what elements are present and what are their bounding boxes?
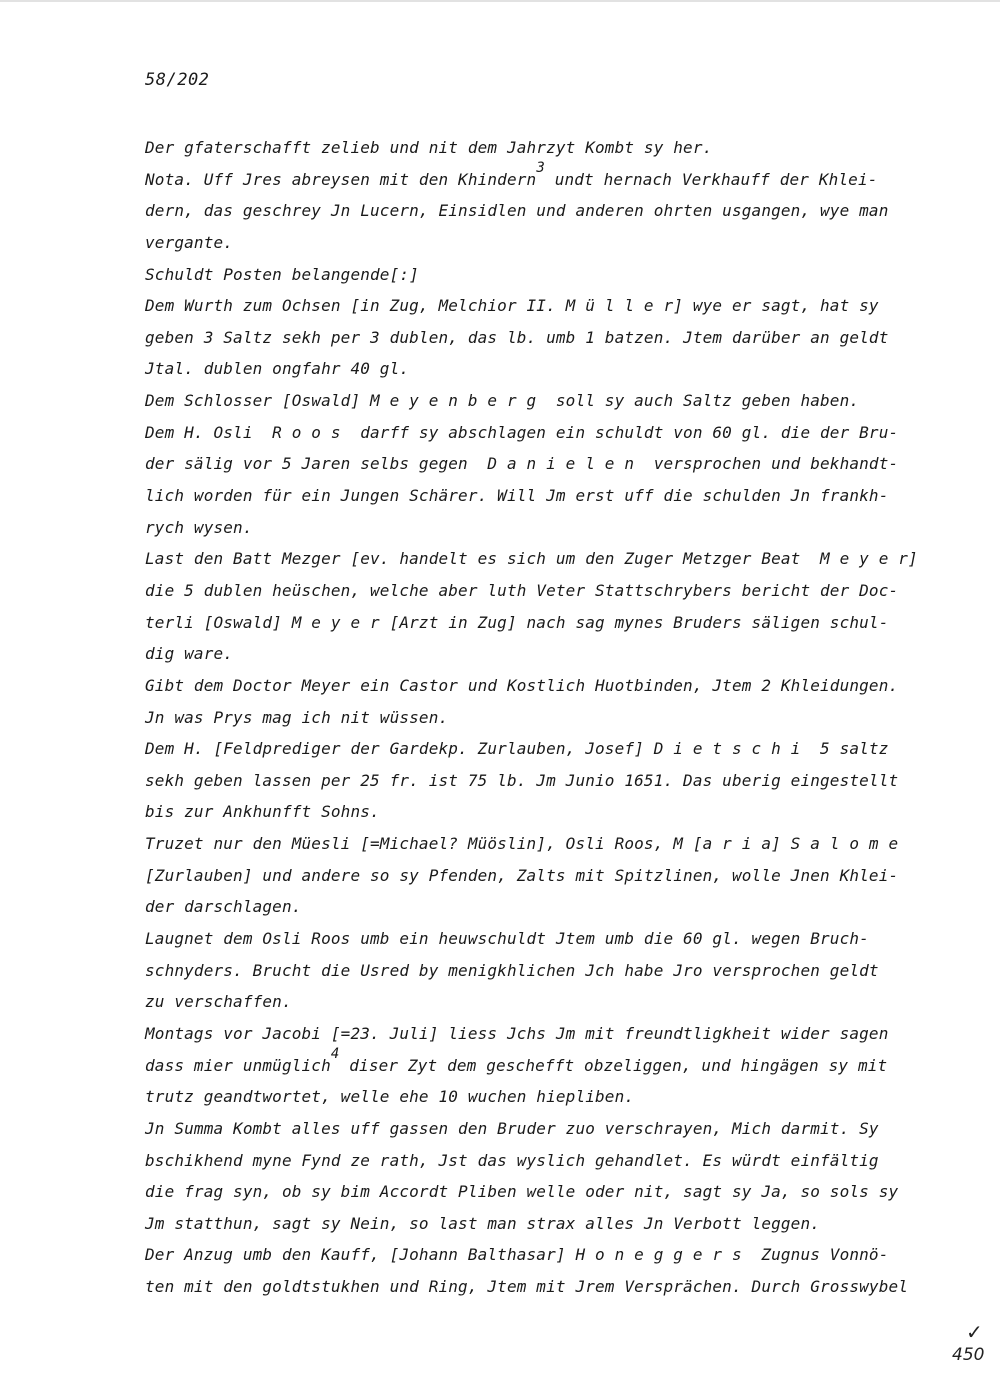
text-line: der darschlagen.: [145, 897, 302, 917]
text-line: vergante.: [145, 232, 234, 252]
text-line: lich worden für ein Jungen Schärer. Will Jm erst uff die schulden Jn frankh-: [145, 486, 889, 506]
text-line: Last den Batt Mezger [ev. handelt es sich um den Zuger Metzger Beat M e y e r]: [145, 549, 918, 569]
text-line: terli [Oswald] M e y e r [Arzt in Zug] nach sag mynes Bruders säligen schul-: [145, 612, 889, 632]
text-line: zu verschaffen.: [145, 992, 292, 1012]
text-line: Truzet nur den Müesli [=Michael? Müöslin], Osli Roos, M [a r i a] S a l o m e: [145, 834, 899, 854]
text-line: Nota. Uff Jres abreysen mit den Khindern3 undt hernach Verkhauff der Khlei-: [145, 159, 878, 189]
transcription-body: [145, 132, 935, 1303]
page-top-edge: [0, 0, 1000, 2]
text-line: rych wysen.: [145, 517, 253, 537]
text-line: dass mier unmüglich4 diser Zyt dem geschefft obzeliggen, und hingägen sy mit: [145, 1045, 888, 1075]
text-line: Der Anzug umb den Kauff, [Johann Balthasar] H o n e g g e r s Zugnus Vonnö-: [145, 1245, 889, 1265]
text-line: ten mit den goldtstukhen und Ring, Jtem mit Jrem Versprächen. Durch Grosswybel: [145, 1277, 909, 1297]
text-line: sekh geben lassen per 25 fr. ist 75 lb. Jm Junio 1651. Das uberig eingestellt: [145, 770, 899, 790]
text-line: dern, das geschrey Jn Lucern, Einsidlen und anderen ohrten usgangen, wye man: [145, 201, 889, 221]
footnote-marker: 3: [536, 159, 545, 176]
check-mark-annotation: ✓: [966, 1320, 983, 1344]
text-line: Laugnet dem Osli Roos umb ein heuwschuldt Jtem umb die 60 gl. wegen Bruch-: [145, 929, 869, 949]
text-line: geben 3 Saltz sekh per 3 dublen, das lb. umb 1 batzen. Jtem darüber an geldt: [145, 327, 889, 347]
text-line: Jtal. dublen ongfahr 40 gl.: [145, 359, 410, 379]
text-line: Dem Wurth zum Ochsen [in Zug, Melchior II. M ü l l e r] wye er sagt, hat sy: [145, 296, 879, 316]
text-line: Dem H. [Feldprediger der Gardekp. Zurlauben, Josef] D i e t s c h i 5 saltz: [145, 739, 889, 759]
text-line: Gibt dem Doctor Meyer ein Castor und Kostlich Huotbinden, Jtem 2 Khleidungen.: [145, 675, 899, 695]
text-line: Jm statthun, sagt sy Nein, so last man strax alles Jn Verbott leggen.: [145, 1213, 821, 1233]
text-line: bschikhend myne Fynd ze rath, Jst das wyslich gehandlet. Es würdt einfältig: [145, 1150, 879, 1170]
text-line: dig ware.: [145, 644, 234, 664]
folio-number: 450: [952, 1345, 985, 1365]
text-line: die 5 dublen heüschen, welche aber luth Veter Stattschrybers bericht der Doc-: [145, 580, 899, 600]
text-line: Jn was Prys mag ich nit wüssen.: [145, 707, 449, 727]
footnote-marker: 4: [330, 1045, 340, 1062]
text-line: Schuldt Posten belangende[:]: [145, 264, 419, 284]
text-line: [Zurlauben] und andere so sy Pfenden, Zalts mit Spitzlinen, wolle Jnen Khlei-: [145, 865, 899, 885]
text-line: Jn Summa Kombt alles uff gassen den Bruder zuo verschrayen, Mich darmit. Sy: [145, 1118, 879, 1138]
text-line: Dem Schlosser [Oswald] M e y e n b e r g soll sy auch Saltz geben haben.: [145, 391, 860, 411]
text-line: Montags vor Jacobi [=23. Juli] liess Jchs Jm mit freundtligkheit wider sagen: [145, 1023, 889, 1043]
text-line: trutz geandtwortet, welle ehe 10 wuchen hiepliben.: [145, 1087, 635, 1107]
text-line: bis zur Ankhunfft Sohns.: [145, 802, 380, 822]
text-line: Dem H. Osli R o o s darff sy abschlagen ein schuldt von 60 gl. die der Bru-: [145, 422, 899, 442]
text-line: die frag syn, ob sy bim Accordt Pliben welle oder nit, sagt sy Ja, so sols sy: [145, 1182, 899, 1202]
page-number: 58/202: [145, 70, 210, 90]
text-line: schnyders. Brucht die Usred by menigkhlichen Jch habe Jro versprochen geldt: [145, 960, 879, 980]
text-line: der sälig vor 5 Jaren selbs gegen D a n i e l e n versprochen und bekhandt-: [145, 454, 899, 474]
text-line: Der gfaterschafft zelieb und nit dem Jahrzyt Kombt sy her.: [145, 138, 713, 157]
